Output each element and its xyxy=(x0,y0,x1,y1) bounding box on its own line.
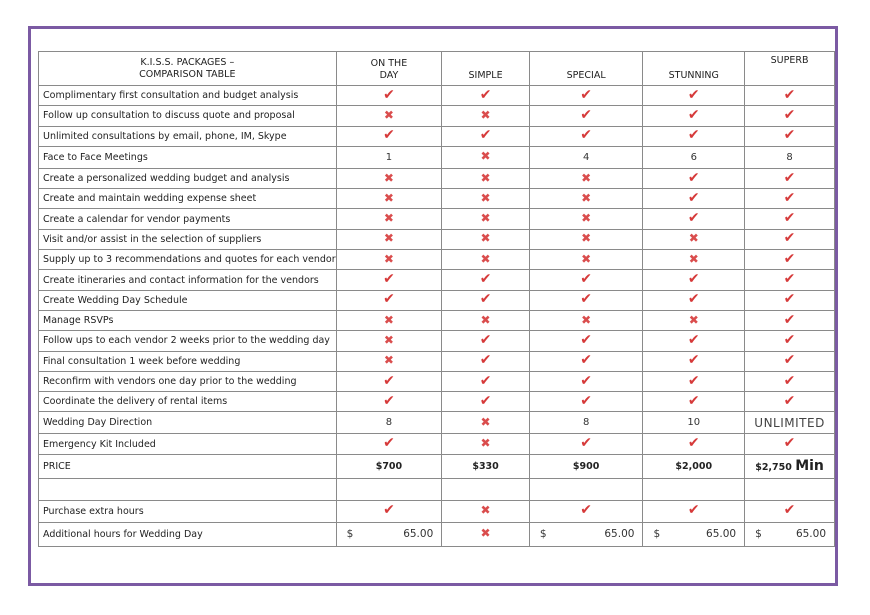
additional-hours-row xyxy=(39,522,835,546)
check-icon: ✔ xyxy=(783,210,796,227)
feature-cell xyxy=(336,229,442,249)
check-icon: ✔ xyxy=(580,291,593,308)
cross-icon: ✖ xyxy=(383,107,394,122)
cross-icon: ✖ xyxy=(480,149,491,164)
feature-cell xyxy=(442,371,530,391)
feature-cell xyxy=(336,392,442,412)
feature-cell xyxy=(529,351,643,371)
additional-hours-cell xyxy=(745,522,835,546)
count-value: 8 xyxy=(582,417,590,429)
additional-hours-label: Additional hours for Wedding Day xyxy=(39,522,337,546)
column-header xyxy=(442,52,530,86)
cross-icon: ✖ xyxy=(581,190,592,205)
rate-amount: 65.00 xyxy=(706,528,737,541)
currency-symbol: $ xyxy=(539,528,547,541)
column-header xyxy=(336,52,442,86)
feature-cell xyxy=(336,126,442,146)
feature-cell xyxy=(643,86,745,106)
feature-cell xyxy=(745,250,835,270)
feature-label: Create Wedding Day Schedule xyxy=(39,290,337,310)
feature-cell xyxy=(745,310,835,330)
table-title xyxy=(39,52,337,86)
check-icon: ✔ xyxy=(383,392,395,409)
check-icon: ✔ xyxy=(479,291,492,308)
feature-label: Reconfirm with vendors one day prior to the wedding xyxy=(39,371,337,391)
feature-cell xyxy=(529,392,643,412)
cross-icon: ✖ xyxy=(480,211,491,226)
price-label: PRICE xyxy=(39,454,337,478)
cross-icon: ✖ xyxy=(480,251,491,266)
feature-cell xyxy=(643,351,745,371)
price-cell xyxy=(529,454,643,478)
count-value: 4 xyxy=(582,151,590,163)
check-icon: ✔ xyxy=(783,271,796,288)
cross-icon: ✖ xyxy=(581,312,592,327)
feature-cell xyxy=(745,434,835,454)
cross-icon: ✖ xyxy=(383,353,394,368)
empty-cell xyxy=(442,478,530,500)
cross-icon: ✖ xyxy=(480,436,491,451)
feature-cell xyxy=(336,168,442,188)
cross-icon: ✖ xyxy=(581,170,592,185)
feature-cell xyxy=(745,106,835,126)
feature-label: Coordinate the delivery of rental items xyxy=(39,392,337,412)
check-icon: ✔ xyxy=(383,86,395,103)
feature-cell xyxy=(643,106,745,126)
cross-icon: ✖ xyxy=(581,231,592,246)
check-icon: ✔ xyxy=(383,291,395,308)
check-icon: ✔ xyxy=(783,169,796,186)
cross-icon: ✖ xyxy=(480,190,491,205)
table-title-line1: K.I.S.S. PACKAGES – xyxy=(140,56,235,68)
spacer-row xyxy=(39,478,835,500)
price-value: $330 xyxy=(472,460,499,472)
feature-cell xyxy=(442,270,530,290)
price-value: $2,750 xyxy=(755,462,792,474)
column-header-line2: SPECIAL xyxy=(566,70,606,81)
feature-cell xyxy=(745,86,835,106)
feature-cell xyxy=(529,250,643,270)
check-icon: ✔ xyxy=(783,250,796,267)
feature-label: Follow up consultation to discuss quote and proposal xyxy=(39,106,337,126)
table-title-line2: COMPARISON TABLE xyxy=(139,68,236,80)
feature-row xyxy=(39,270,835,290)
cross-icon: ✖ xyxy=(480,107,491,122)
feature-label: Wedding Day Direction xyxy=(39,412,337,434)
currency-symbol: $ xyxy=(653,528,661,541)
feature-cell xyxy=(643,310,745,330)
feature-cell xyxy=(442,434,530,454)
feature-cell xyxy=(529,146,643,168)
feature-cell xyxy=(336,270,442,290)
feature-cell xyxy=(442,310,530,330)
column-header xyxy=(643,52,745,86)
column-header-line2: SIMPLE xyxy=(468,70,503,81)
price-value: $2,000 xyxy=(675,460,713,472)
check-icon: ✔ xyxy=(783,502,796,519)
feature-cell xyxy=(336,209,442,229)
column-header-line2: STUNNING xyxy=(668,70,719,81)
feature-row xyxy=(39,290,835,310)
cross-icon: ✖ xyxy=(383,312,394,327)
check-icon: ✔ xyxy=(783,331,796,348)
check-icon: ✔ xyxy=(383,271,395,288)
feature-cell xyxy=(745,270,835,290)
feature-cell xyxy=(529,209,643,229)
feature-cell xyxy=(643,126,745,146)
cross-icon: ✖ xyxy=(383,170,394,185)
check-icon: ✔ xyxy=(580,127,593,144)
check-icon: ✔ xyxy=(687,189,700,206)
check-icon: ✔ xyxy=(580,271,593,288)
feature-cell xyxy=(336,371,442,391)
check-icon: ✔ xyxy=(783,311,796,328)
feature-row xyxy=(39,351,835,371)
feature-cell xyxy=(336,351,442,371)
check-icon: ✔ xyxy=(783,86,796,103)
check-icon: ✔ xyxy=(383,435,395,452)
check-icon: ✔ xyxy=(687,392,700,409)
feature-cell xyxy=(336,250,442,270)
check-icon: ✔ xyxy=(479,372,492,389)
cross-icon: ✖ xyxy=(383,211,394,226)
feature-label: Supply up to 3 recommendations and quotes for each vendor xyxy=(39,250,337,270)
feature-cell xyxy=(442,86,530,106)
feature-row xyxy=(39,434,835,454)
cross-icon: ✖ xyxy=(581,251,592,266)
check-icon: ✔ xyxy=(383,502,395,519)
rate-value xyxy=(530,528,643,540)
feature-label: Emergency Kit Included xyxy=(39,434,337,454)
check-icon: ✔ xyxy=(580,106,593,123)
additional-hours-cell xyxy=(529,522,643,546)
feature-cell xyxy=(643,229,745,249)
feature-row xyxy=(39,189,835,209)
feature-row xyxy=(39,168,835,188)
feature-label: Unlimited consultations by email, phone, IM, Skype xyxy=(39,126,337,146)
check-icon: ✔ xyxy=(580,435,593,452)
column-header xyxy=(745,52,835,86)
check-icon: ✔ xyxy=(580,352,593,369)
feature-cell xyxy=(529,229,643,249)
feature-cell xyxy=(529,106,643,126)
extra-hours-cell xyxy=(643,500,745,522)
feature-cell xyxy=(442,250,530,270)
column-header-line1: ON THE xyxy=(370,58,408,69)
feature-cell xyxy=(442,126,530,146)
check-icon: ✔ xyxy=(580,372,593,389)
cross-icon: ✖ xyxy=(480,231,491,246)
check-icon: ✔ xyxy=(687,502,700,519)
feature-cell xyxy=(745,351,835,371)
additional-hours-cell xyxy=(442,522,530,546)
feature-row xyxy=(39,371,835,391)
check-icon: ✔ xyxy=(687,106,700,123)
feature-row xyxy=(39,209,835,229)
check-icon: ✔ xyxy=(580,502,593,519)
price-cell xyxy=(336,454,442,478)
check-icon: ✔ xyxy=(687,169,700,186)
check-icon: ✔ xyxy=(479,331,492,348)
cross-icon: ✖ xyxy=(480,526,491,541)
feature-cell xyxy=(336,146,442,168)
feature-cell xyxy=(442,209,530,229)
check-icon: ✔ xyxy=(687,271,700,288)
empty-cell xyxy=(336,478,442,500)
feature-label: Create a calendar for vendor payments xyxy=(39,209,337,229)
feature-cell xyxy=(745,189,835,209)
price-suffix: Min xyxy=(795,458,824,475)
feature-cell xyxy=(529,412,643,434)
column-header xyxy=(529,52,643,86)
feature-cell xyxy=(442,290,530,310)
feature-row xyxy=(39,310,835,330)
empty-cell xyxy=(39,478,337,500)
feature-cell xyxy=(529,290,643,310)
feature-row xyxy=(39,412,835,434)
cross-icon: ✖ xyxy=(480,170,491,185)
feature-cell xyxy=(442,392,530,412)
feature-cell xyxy=(529,310,643,330)
additional-hours-cell xyxy=(336,522,442,546)
unlimited-value: UNLIMITED xyxy=(754,415,825,430)
currency-symbol: $ xyxy=(755,528,762,541)
feature-cell xyxy=(442,106,530,126)
empty-cell xyxy=(643,478,745,500)
feature-row xyxy=(39,250,835,270)
feature-cell xyxy=(529,270,643,290)
check-icon: ✔ xyxy=(383,127,395,144)
feature-cell xyxy=(745,126,835,146)
additional-hours-cell xyxy=(643,522,745,546)
check-icon: ✔ xyxy=(783,230,796,247)
check-icon: ✔ xyxy=(783,392,796,409)
cross-icon: ✖ xyxy=(383,332,394,347)
check-icon: ✔ xyxy=(687,291,700,308)
feature-cell xyxy=(529,434,643,454)
feature-cell xyxy=(643,290,745,310)
feature-label: Final consultation 1 week before wedding xyxy=(39,351,337,371)
column-header-line2: DAY xyxy=(379,70,399,81)
check-icon: ✔ xyxy=(687,127,700,144)
price-row xyxy=(39,454,835,478)
feature-cell xyxy=(745,371,835,391)
feature-cell xyxy=(442,229,530,249)
feature-cell xyxy=(745,412,835,434)
feature-label: Manage RSVPs xyxy=(39,310,337,330)
feature-cell xyxy=(643,250,745,270)
extra-hours-cell xyxy=(529,500,643,522)
check-icon: ✔ xyxy=(783,352,796,369)
check-icon: ✔ xyxy=(687,372,700,389)
feature-cell xyxy=(442,146,530,168)
feature-cell xyxy=(643,189,745,209)
check-icon: ✔ xyxy=(687,86,700,103)
cross-icon: ✖ xyxy=(383,251,394,266)
feature-cell xyxy=(643,331,745,351)
feature-cell xyxy=(336,310,442,330)
feature-label: Face to Face Meetings xyxy=(39,146,337,168)
feature-row xyxy=(39,126,835,146)
cross-icon: ✖ xyxy=(480,312,491,327)
check-icon: ✔ xyxy=(687,210,700,227)
rate-amount: 65.00 xyxy=(403,528,434,541)
feature-cell xyxy=(529,331,643,351)
feature-cell xyxy=(336,434,442,454)
feature-cell xyxy=(643,412,745,434)
count-value: 1 xyxy=(385,151,393,163)
price-cell xyxy=(442,454,530,478)
check-icon: ✔ xyxy=(580,331,593,348)
feature-label: Create and maintain wedding expense sheet xyxy=(39,189,337,209)
extra-hours-cell xyxy=(745,500,835,522)
extra-hours-cell xyxy=(336,500,442,522)
feature-cell xyxy=(643,270,745,290)
feature-cell xyxy=(336,86,442,106)
rate-amount: 65.00 xyxy=(795,528,826,541)
column-header-line1: SUPERB xyxy=(770,55,809,66)
feature-row xyxy=(39,392,835,412)
check-icon: ✔ xyxy=(479,271,492,288)
check-icon: ✔ xyxy=(783,291,796,308)
feature-cell xyxy=(529,126,643,146)
check-icon: ✔ xyxy=(783,106,796,123)
count-value: 8 xyxy=(786,151,793,163)
feature-cell xyxy=(643,434,745,454)
feature-cell xyxy=(442,168,530,188)
feature-row xyxy=(39,146,835,168)
rate-value xyxy=(643,528,744,540)
feature-cell xyxy=(442,331,530,351)
check-icon: ✔ xyxy=(687,352,700,369)
feature-row xyxy=(39,86,835,106)
price-value: $700 xyxy=(375,460,403,472)
feature-label: Create itineraries and contact information for the vendors xyxy=(39,270,337,290)
cross-icon: ✖ xyxy=(480,414,491,429)
empty-cell xyxy=(529,478,643,500)
cross-icon: ✖ xyxy=(688,251,699,266)
rate-value xyxy=(337,528,442,540)
feature-cell xyxy=(529,371,643,391)
feature-cell xyxy=(336,189,442,209)
count-value: 6 xyxy=(690,151,697,163)
feature-cell xyxy=(336,331,442,351)
feature-cell xyxy=(745,146,835,168)
cross-icon: ✖ xyxy=(480,503,491,518)
check-icon: ✔ xyxy=(783,189,796,206)
cross-icon: ✖ xyxy=(383,231,394,246)
feature-cell xyxy=(745,331,835,351)
extra-hours-cell xyxy=(442,500,530,522)
feature-label: Visit and/or assist in the selection of suppliers xyxy=(39,229,337,249)
cross-icon: ✖ xyxy=(383,190,394,205)
price-value: $900 xyxy=(572,460,600,472)
feature-label: Follow ups to each vendor 2 weeks prior to the wedding day xyxy=(39,331,337,351)
feature-cell xyxy=(336,290,442,310)
cross-icon: ✖ xyxy=(688,312,699,327)
page-frame xyxy=(28,26,838,586)
check-icon: ✔ xyxy=(687,435,700,452)
comparison-table xyxy=(38,51,835,547)
feature-cell xyxy=(643,392,745,412)
feature-cell xyxy=(745,229,835,249)
check-icon: ✔ xyxy=(687,331,700,348)
rate-value xyxy=(745,528,834,540)
check-icon: ✔ xyxy=(479,127,492,144)
feature-cell xyxy=(336,106,442,126)
check-icon: ✔ xyxy=(783,127,796,144)
check-icon: ✔ xyxy=(783,372,796,389)
rate-amount: 65.00 xyxy=(604,528,635,541)
count-value: 10 xyxy=(687,417,701,429)
feature-cell xyxy=(529,168,643,188)
cross-icon: ✖ xyxy=(581,211,592,226)
check-icon: ✔ xyxy=(479,392,492,409)
check-icon: ✔ xyxy=(783,435,796,452)
check-icon: ✔ xyxy=(383,372,395,389)
feature-cell xyxy=(643,209,745,229)
feature-cell xyxy=(745,392,835,412)
feature-cell xyxy=(529,86,643,106)
check-icon: ✔ xyxy=(580,86,593,103)
check-icon: ✔ xyxy=(479,86,492,103)
feature-cell xyxy=(745,209,835,229)
price-cell xyxy=(643,454,745,478)
check-icon: ✔ xyxy=(580,392,593,409)
feature-row xyxy=(39,106,835,126)
feature-row xyxy=(39,331,835,351)
count-value: 8 xyxy=(385,417,393,429)
feature-cell xyxy=(745,290,835,310)
feature-cell xyxy=(442,189,530,209)
extra-hours-label: Purchase extra hours xyxy=(39,500,337,522)
currency-symbol: $ xyxy=(346,528,354,541)
feature-cell xyxy=(529,189,643,209)
price-cell xyxy=(745,454,835,478)
feature-label: Complimentary first consultation and budget analysis xyxy=(39,86,337,106)
feature-label: Create a personalized wedding budget and analysis xyxy=(39,168,337,188)
empty-cell xyxy=(745,478,835,500)
extra-hours-row xyxy=(39,500,835,522)
feature-cell xyxy=(336,412,442,434)
check-icon: ✔ xyxy=(479,352,492,369)
cross-icon: ✖ xyxy=(688,231,699,246)
feature-cell xyxy=(643,371,745,391)
feature-cell xyxy=(643,168,745,188)
header-row xyxy=(39,52,835,86)
feature-cell xyxy=(745,168,835,188)
feature-cell xyxy=(442,351,530,371)
feature-cell xyxy=(442,412,530,434)
feature-cell xyxy=(643,146,745,168)
feature-row xyxy=(39,229,835,249)
